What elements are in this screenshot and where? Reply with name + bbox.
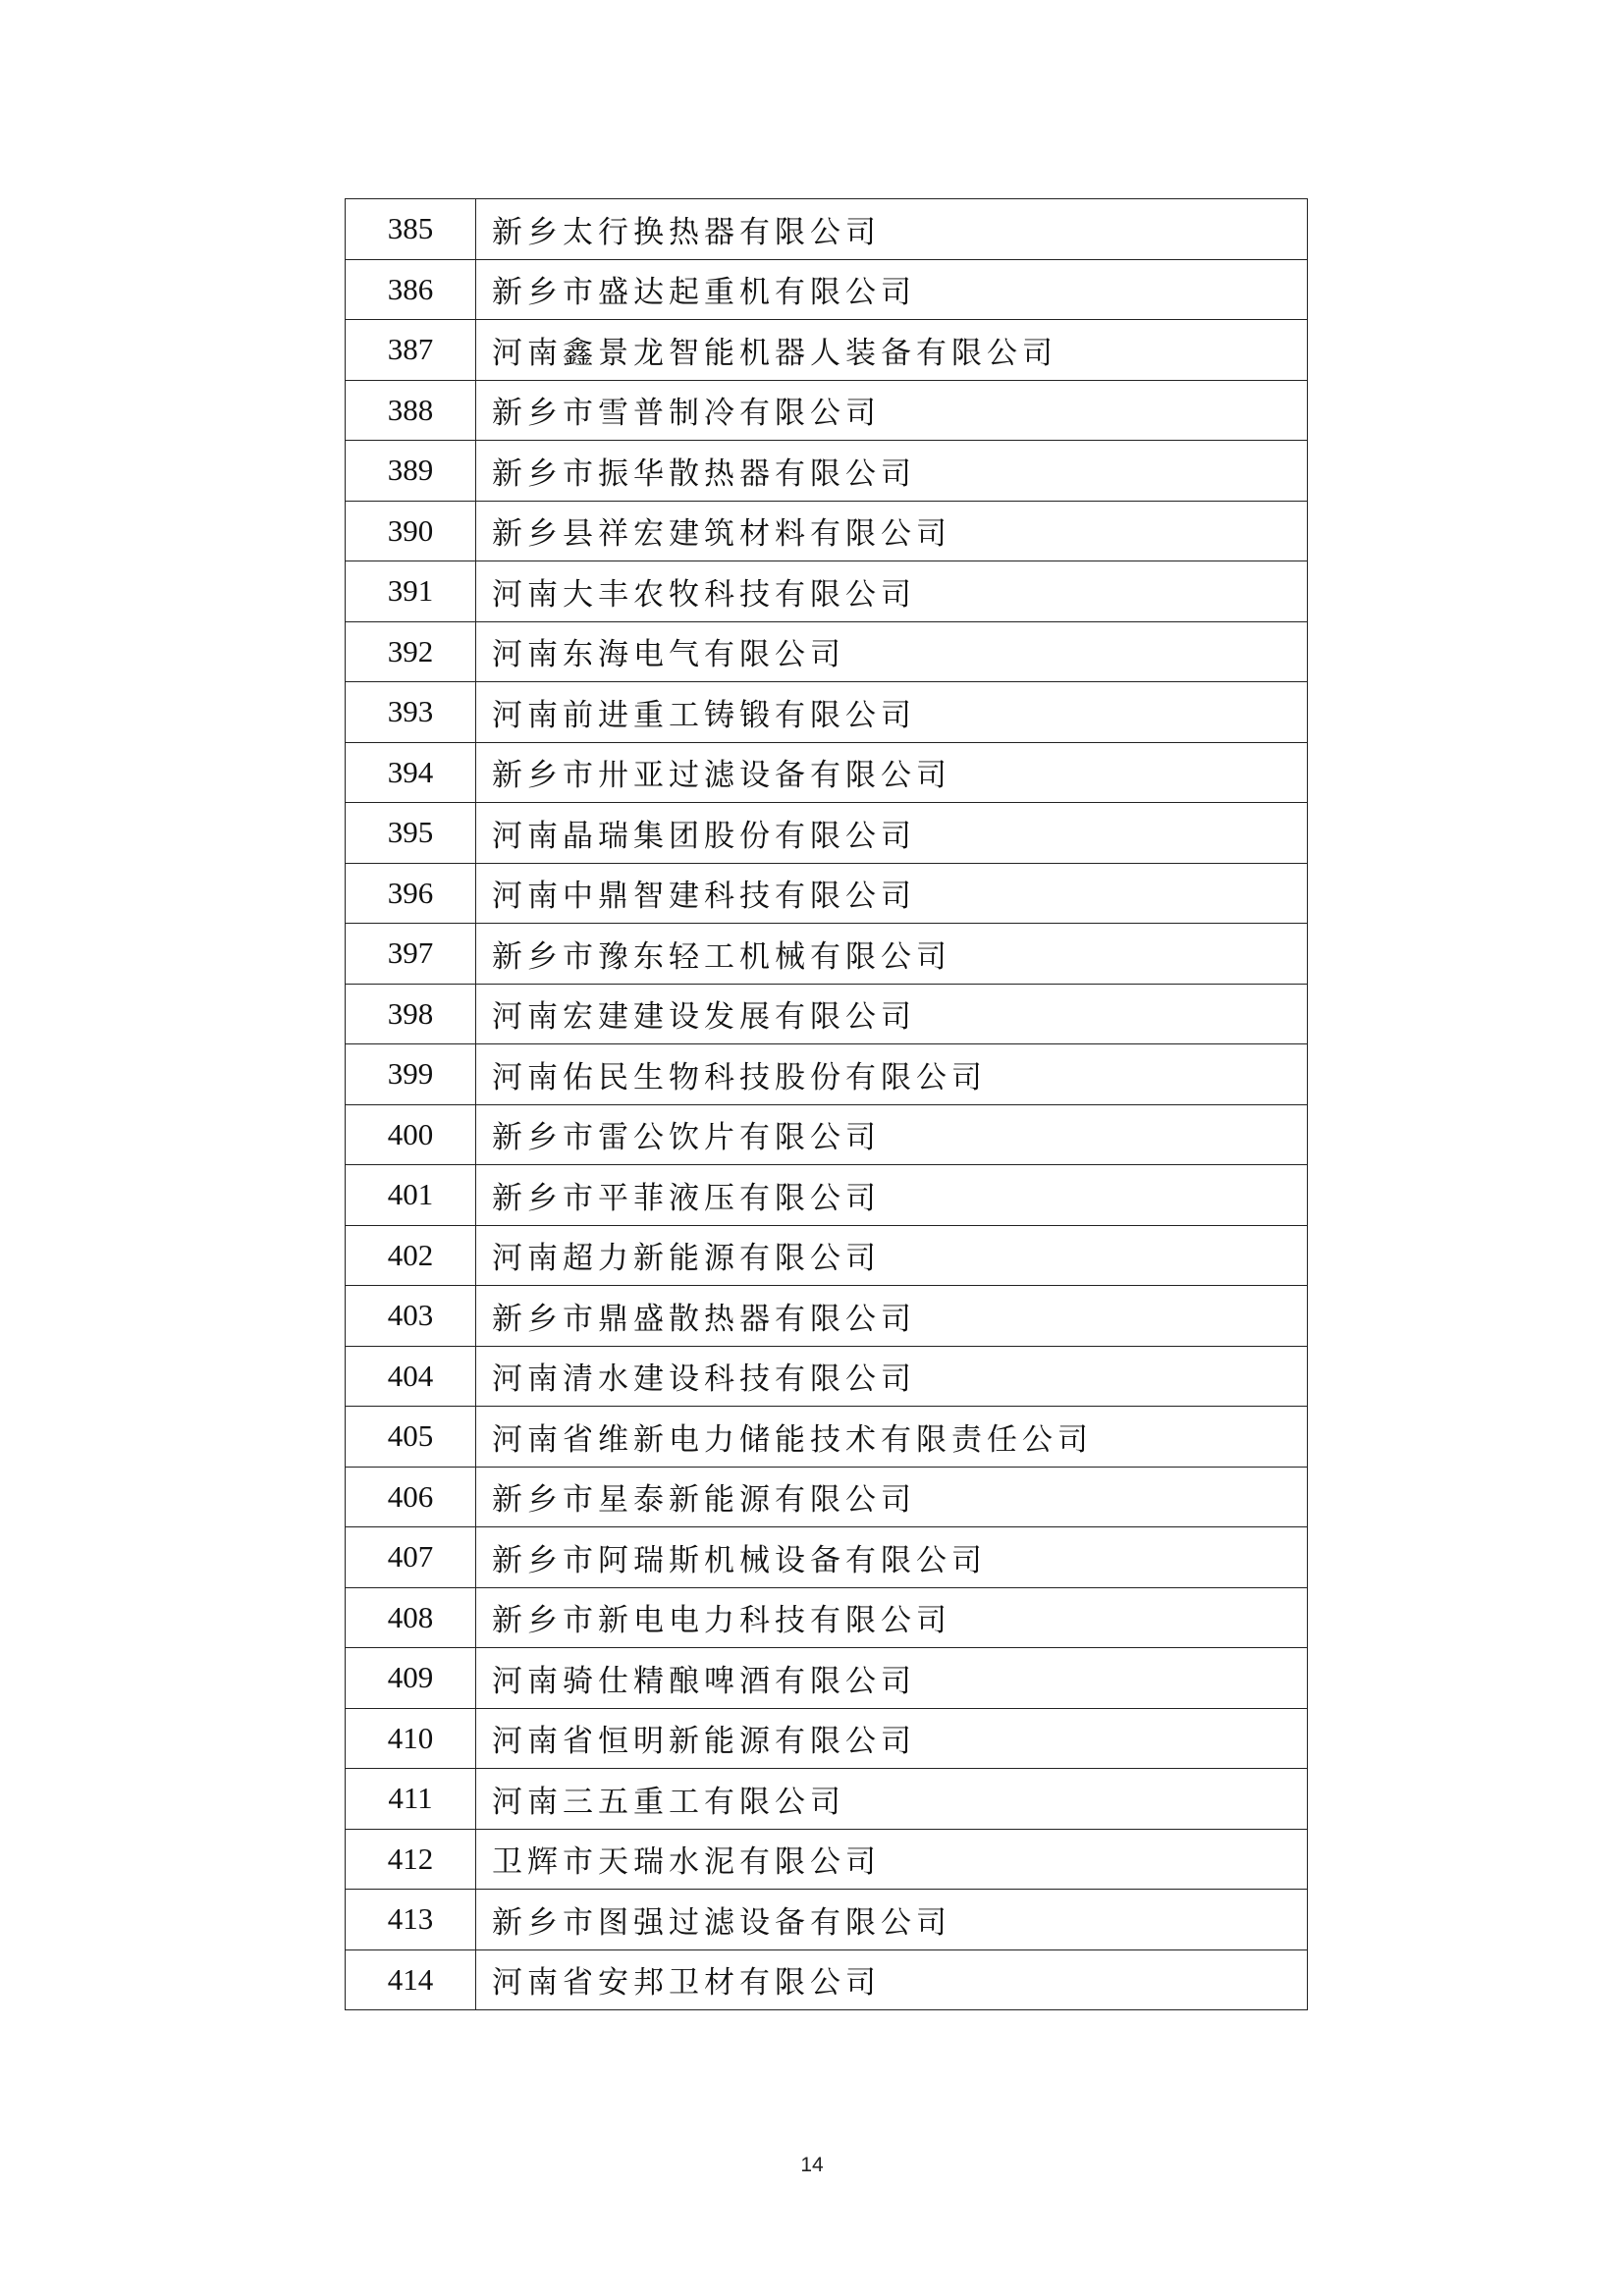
- table-row: [346, 1104, 1308, 1165]
- row-number: 401: [346, 1165, 476, 1226]
- company-name: 卫辉市天瑞水泥有限公司: [476, 1829, 1308, 1890]
- row-number: 392: [346, 621, 476, 682]
- company-name: 新乡县祥宏建筑材料有限公司: [476, 501, 1308, 561]
- row-number: 413: [346, 1890, 476, 1950]
- table-row: [346, 561, 1308, 622]
- row-number: 395: [346, 803, 476, 864]
- table-row: [346, 1829, 1308, 1890]
- table-row: [346, 924, 1308, 985]
- company-name: 新乡市豫东轻工机械有限公司: [476, 924, 1308, 985]
- table-row: [346, 1949, 1308, 2010]
- row-number: 389: [346, 441, 476, 502]
- company-name: 新乡市振华散热器有限公司: [476, 441, 1308, 502]
- company-name: 新乡市阿瑞斯机械设备有限公司: [476, 1527, 1308, 1588]
- table-row: [346, 984, 1308, 1044]
- table-row: [346, 803, 1308, 864]
- table-row: [346, 199, 1308, 260]
- company-list-body: [346, 199, 1308, 2010]
- company-name: 新乡太行换热器有限公司: [476, 199, 1308, 260]
- company-name: 河南三五重工有限公司: [476, 1769, 1308, 1830]
- company-name: 新乡市新电电力科技有限公司: [476, 1587, 1308, 1648]
- company-name: 河南宏建建设发展有限公司: [476, 984, 1308, 1044]
- table-row: [346, 1587, 1308, 1648]
- company-name: 河南晶瑞集团股份有限公司: [476, 803, 1308, 864]
- table-row: [346, 1648, 1308, 1709]
- table-row: [346, 380, 1308, 441]
- row-number: 387: [346, 320, 476, 381]
- table-row: [346, 682, 1308, 743]
- company-name: 新乡市图强过滤设备有限公司: [476, 1890, 1308, 1950]
- row-number: 391: [346, 561, 476, 622]
- table-row: [346, 441, 1308, 502]
- company-name: 河南超力新能源有限公司: [476, 1225, 1308, 1286]
- company-name: 河南前进重工铸锻有限公司: [476, 682, 1308, 743]
- company-name: 河南大丰农牧科技有限公司: [476, 561, 1308, 622]
- row-number: 390: [346, 501, 476, 561]
- table-row: [346, 863, 1308, 924]
- company-name: 河南鑫景龙智能机器人装备有限公司: [476, 320, 1308, 381]
- row-number: 402: [346, 1225, 476, 1286]
- row-number: 403: [346, 1286, 476, 1347]
- table-row: [346, 1708, 1308, 1769]
- table-row: [346, 1527, 1308, 1588]
- row-number: 399: [346, 1044, 476, 1105]
- company-name: 河南中鼎智建科技有限公司: [476, 863, 1308, 924]
- row-number: 408: [346, 1587, 476, 1648]
- page-number: 14: [800, 2154, 824, 2176]
- company-name: 新乡市雪普制冷有限公司: [476, 380, 1308, 441]
- row-number: 386: [346, 259, 476, 320]
- company-name: 河南骑仕精酿啤酒有限公司: [476, 1648, 1308, 1709]
- row-number: 393: [346, 682, 476, 743]
- company-name: 新乡市鼎盛散热器有限公司: [476, 1286, 1308, 1347]
- row-number: 409: [346, 1648, 476, 1709]
- company-name: 河南东海电气有限公司: [476, 621, 1308, 682]
- table-row: [346, 1407, 1308, 1468]
- row-number: 412: [346, 1829, 476, 1890]
- company-name: 新乡市星泰新能源有限公司: [476, 1467, 1308, 1527]
- row-number: 410: [346, 1708, 476, 1769]
- table-row: [346, 742, 1308, 803]
- table-row: [346, 1286, 1308, 1347]
- company-name: 河南省恒明新能源有限公司: [476, 1708, 1308, 1769]
- row-number: 411: [346, 1769, 476, 1830]
- table-row: [346, 1225, 1308, 1286]
- company-name: 河南省安邦卫材有限公司: [476, 1949, 1308, 2010]
- company-name: 新乡市雷公饮片有限公司: [476, 1104, 1308, 1165]
- row-number: 405: [346, 1407, 476, 1468]
- row-number: 398: [346, 984, 476, 1044]
- row-number: 385: [346, 199, 476, 260]
- table-row: [346, 1890, 1308, 1950]
- table-row: [346, 1346, 1308, 1407]
- row-number: 394: [346, 742, 476, 803]
- row-number: 400: [346, 1104, 476, 1165]
- table-row: [346, 1467, 1308, 1527]
- row-number: 404: [346, 1346, 476, 1407]
- company-name: 新乡市卅亚过滤设备有限公司: [476, 742, 1308, 803]
- table-row: [346, 1769, 1308, 1830]
- company-name: 新乡市平菲液压有限公司: [476, 1165, 1308, 1226]
- row-number: 388: [346, 380, 476, 441]
- company-name: 河南省维新电力储能技术有限责任公司: [476, 1407, 1308, 1468]
- table-row: [346, 1044, 1308, 1105]
- company-name: 河南清水建设科技有限公司: [476, 1346, 1308, 1407]
- table-row: [346, 1165, 1308, 1226]
- row-number: 406: [346, 1467, 476, 1527]
- table-row: [346, 320, 1308, 381]
- table-row: [346, 621, 1308, 682]
- row-number: 407: [346, 1527, 476, 1588]
- company-name: 河南佑民生物科技股份有限公司: [476, 1044, 1308, 1105]
- table-row: [346, 259, 1308, 320]
- company-name: 新乡市盛达起重机有限公司: [476, 259, 1308, 320]
- table-row: [346, 501, 1308, 561]
- row-number: 396: [346, 863, 476, 924]
- row-number: 397: [346, 924, 476, 985]
- row-number: 414: [346, 1949, 476, 2010]
- company-list-table: [345, 198, 1308, 2010]
